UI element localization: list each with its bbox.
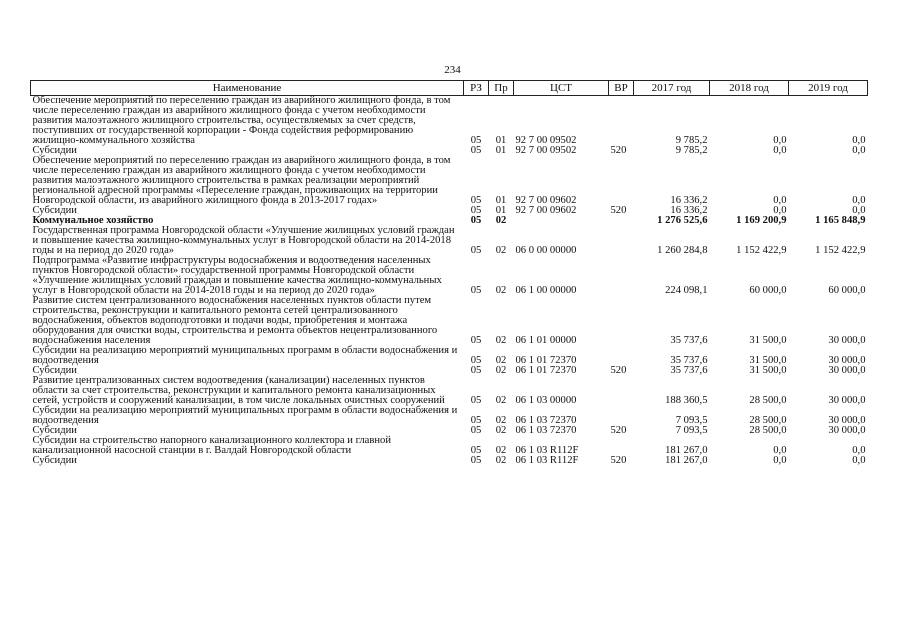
row-2019: 0,0 bbox=[852, 135, 866, 146]
row-2017: 181 267,0 bbox=[665, 445, 708, 456]
row-2017: 35 737,6 bbox=[670, 365, 708, 376]
row-2017: 1 276 525,6 bbox=[657, 215, 708, 226]
row-pr: 02 bbox=[495, 455, 507, 466]
row-name: Субсидии на реализацию мероприятий муниципальных программ в области водоснабжения и водоотведения bbox=[32, 345, 458, 366]
header-rz: РЗ bbox=[464, 81, 489, 96]
row-pr: 01 bbox=[495, 145, 507, 156]
row-2017: 7 093,5 bbox=[675, 425, 708, 436]
row-rz: 05 bbox=[470, 415, 482, 426]
row-rz: 05 bbox=[470, 215, 482, 226]
row-vr bbox=[609, 216, 634, 226]
row-2017: 9 785,2 bbox=[675, 135, 708, 146]
table-row bbox=[31, 346, 868, 366]
row-vr bbox=[609, 96, 634, 147]
row-pr: 02 bbox=[495, 335, 507, 346]
row-2019: 30 000,0 bbox=[828, 425, 866, 436]
row-2017: 1 260 284,8 bbox=[657, 245, 708, 256]
row-name: Обеспечение мероприятий по переселению граждан из аварийного жилищного фонда, в том числе переселению граждан из аварийного жилищного фонда с учетом необходимости развития малоэтажного жилищного строительства, осуществляемых за счет средств, поступивших от государственной корпорации - Фонда содействия реформированию жилищно-коммунального хозяйства bbox=[32, 95, 451, 146]
row-vr: 520 bbox=[610, 365, 627, 376]
header-row bbox=[31, 81, 868, 96]
row-2017: 224 098,1 bbox=[665, 285, 708, 296]
row-2017: 9 785,2 bbox=[675, 145, 708, 156]
row-2017: 188 360,5 bbox=[665, 395, 708, 406]
table-body bbox=[31, 96, 868, 467]
row-cst: 06 1 03 R112F bbox=[515, 455, 579, 466]
row-pr: 02 bbox=[495, 445, 507, 456]
row-cst: 06 1 01 72370 bbox=[515, 355, 577, 366]
row-vr: 520 bbox=[610, 145, 627, 156]
row-2019: 30 000,0 bbox=[828, 355, 866, 366]
table-row bbox=[31, 406, 868, 426]
table-row bbox=[31, 96, 868, 147]
row-2018: 28 500,0 bbox=[749, 425, 787, 436]
row-2018: 31 500,0 bbox=[749, 335, 787, 346]
row-rz: 05 bbox=[470, 455, 482, 466]
row-name: Развитие систем централизованного водоснабжения населенных пунктов области путем строительства, реконструкции и капитального ремонта сетей централизованного водоснабжения, объектов водоподготовки и подачи воды, приобретения и монтажа оборудования для очистки воды, строительства и ремонта объектов нецентрализованного водоснабжения населения bbox=[32, 295, 438, 346]
row-rz: 05 bbox=[470, 395, 482, 406]
row-cst: 92 7 00 09602 bbox=[515, 205, 577, 216]
row-vr bbox=[609, 436, 634, 456]
row-vr bbox=[609, 296, 634, 346]
row-2018: 60 000,0 bbox=[749, 285, 787, 296]
row-pr: 01 bbox=[495, 205, 507, 216]
header-2017: 2017 год bbox=[634, 81, 710, 96]
table-row bbox=[31, 456, 868, 466]
row-cst: 06 1 03 72370 bbox=[515, 425, 577, 436]
row-rz: 05 bbox=[470, 365, 482, 376]
table-row bbox=[31, 296, 868, 346]
row-cst: 06 1 00 00000 bbox=[515, 285, 577, 296]
row-2019: 0,0 bbox=[852, 145, 866, 156]
table-row bbox=[31, 256, 868, 296]
table-row bbox=[31, 156, 868, 206]
row-2018: 0,0 bbox=[773, 145, 787, 156]
row-2019: 1 165 848,9 bbox=[815, 215, 866, 226]
row-vr bbox=[609, 376, 634, 406]
row-2018: 31 500,0 bbox=[749, 355, 787, 366]
row-pr: 02 bbox=[495, 425, 507, 436]
row-cst: 92 7 00 09602 bbox=[515, 195, 577, 206]
row-vr: 520 bbox=[610, 455, 627, 466]
row-name: Подпрограмма «Развитие инфраструктуры водоснабжения и водоотведения населенных пунктов Новгородской области» государственной программы Новгородской области «Улучшение жилищных условий граждан и повышение качества жилищно-коммунальных услуг в Новгородской области на 2014-2018 годы и на период до 2020 года» bbox=[32, 255, 442, 296]
row-pr: 02 bbox=[495, 285, 507, 296]
row-pr: 02 bbox=[495, 215, 507, 226]
row-pr: 02 bbox=[495, 355, 507, 366]
row-cst: 06 1 01 72370 bbox=[515, 365, 577, 376]
header-2019: 2019 год bbox=[789, 81, 868, 96]
row-2018: 31 500,0 bbox=[749, 365, 787, 376]
row-2017: 181 267,0 bbox=[665, 455, 708, 466]
row-2018: 28 500,0 bbox=[749, 395, 787, 406]
row-rz: 05 bbox=[470, 195, 482, 206]
row-name: Коммунальное хозяйство bbox=[32, 215, 154, 226]
row-vr bbox=[609, 226, 634, 256]
row-2018: 0,0 bbox=[773, 195, 787, 206]
header-cst: ЦСТ bbox=[514, 81, 609, 96]
row-cst: 06 1 03 R112F bbox=[515, 445, 579, 456]
row-name: Субсидии bbox=[32, 455, 77, 466]
header-2018: 2018 год bbox=[710, 81, 789, 96]
row-2019: 0,0 bbox=[852, 445, 866, 456]
row-cst: 06 1 03 72370 bbox=[515, 415, 577, 426]
row-cst: 92 7 00 09502 bbox=[515, 135, 577, 146]
row-cst: 06 0 00 00000 bbox=[515, 245, 577, 256]
row-name: Обеспечение мероприятий по переселению граждан из аварийного жилищного фонда, в том числе переселению граждан из аварийного жилищного фонда с учетом необходимости развития малоэтажного жилищного строительства в рамках реализации мероприятий региональной адресной программы «Переселение граждан, проживающих на территории Новгородской области, из аварийного жилищного фонда в 2013-2017 годах» bbox=[32, 155, 451, 206]
header-pr: Пр bbox=[489, 81, 514, 96]
row-pr: 02 bbox=[495, 395, 507, 406]
row-cst: 92 7 00 09502 bbox=[515, 145, 577, 156]
row-name: Государственная программа Новгородской области «Улучшение жилищных условий граждан и повышение качества жилищно-коммунальных услуг в Новгородской области на 2014-2018 годы и на период до 2020 года» bbox=[32, 225, 455, 256]
row-2018: 0,0 bbox=[773, 445, 787, 456]
table-row bbox=[31, 436, 868, 456]
row-2018: 0,0 bbox=[773, 205, 787, 216]
row-2019: 30 000,0 bbox=[828, 365, 866, 376]
row-name: Развитие централизованных систем водоотведения (канализации) населенных пунктов области за счет строительства, реконструкции и капитального ремонта канализационных сетей, устройств и сооружений канализации, в том числе локальных очистных сооружений bbox=[32, 375, 445, 406]
row-pr: 01 bbox=[495, 135, 507, 146]
budget-table bbox=[30, 80, 868, 466]
row-cst: 06 1 03 00000 bbox=[515, 395, 577, 406]
row-rz: 05 bbox=[470, 135, 482, 146]
row-name: Субсидии bbox=[32, 365, 77, 376]
page-number: 234 bbox=[444, 64, 461, 76]
row-pr: 02 bbox=[495, 365, 507, 376]
row-rz: 05 bbox=[470, 445, 482, 456]
row-2017: 35 737,6 bbox=[670, 335, 708, 346]
table-row bbox=[31, 376, 868, 406]
row-2017: 7 093,5 bbox=[675, 415, 708, 426]
row-name: Субсидии bbox=[32, 145, 77, 156]
row-2019: 0,0 bbox=[852, 205, 866, 216]
row-cst: 06 1 01 00000 bbox=[515, 335, 577, 346]
header-vr: ВР bbox=[609, 81, 634, 96]
row-vr bbox=[609, 156, 634, 206]
row-2018: 1 152 422,9 bbox=[736, 245, 787, 256]
row-vr bbox=[609, 346, 634, 366]
row-pr: 02 bbox=[495, 415, 507, 426]
row-pr: 01 bbox=[495, 195, 507, 206]
row-rz: 05 bbox=[470, 335, 482, 346]
row-2019: 0,0 bbox=[852, 195, 866, 206]
row-cst bbox=[514, 216, 609, 226]
row-2018: 28 500,0 bbox=[749, 415, 787, 426]
row-2019: 60 000,0 bbox=[828, 285, 866, 296]
row-name: Субсидии на строительство напорного канализационного коллектора и главной канализационной насосной станции в г. Валдай Новгородской области bbox=[32, 435, 392, 456]
row-name: Субсидии на реализацию мероприятий муниципальных программ в области водоснабжения и водоотведения bbox=[32, 405, 458, 426]
row-vr: 520 bbox=[610, 425, 627, 436]
row-rz: 05 bbox=[470, 145, 482, 156]
row-vr bbox=[609, 406, 634, 426]
row-rz: 05 bbox=[470, 285, 482, 296]
row-2018: 0,0 bbox=[773, 455, 787, 466]
row-name: Субсидии bbox=[32, 425, 77, 436]
row-2019: 1 152 422,9 bbox=[815, 245, 866, 256]
table-row bbox=[31, 226, 868, 256]
row-vr: 520 bbox=[610, 205, 627, 216]
row-2017: 35 737,6 bbox=[670, 355, 708, 366]
row-2019: 0,0 bbox=[852, 455, 866, 466]
row-pr: 02 bbox=[495, 245, 507, 256]
row-rz: 05 bbox=[470, 425, 482, 436]
row-2019: 30 000,0 bbox=[828, 335, 866, 346]
row-2018: 1 169 200,9 bbox=[736, 215, 787, 226]
row-2019: 30 000,0 bbox=[828, 415, 866, 426]
row-rz: 05 bbox=[470, 245, 482, 256]
header-name: Наименование bbox=[31, 81, 464, 96]
row-2019: 30 000,0 bbox=[828, 395, 866, 406]
row-2017: 16 336,2 bbox=[670, 195, 708, 206]
row-rz: 05 bbox=[470, 205, 482, 216]
row-name: Субсидии bbox=[32, 205, 77, 216]
row-rz: 05 bbox=[470, 355, 482, 366]
row-vr bbox=[609, 256, 634, 296]
row-2017: 16 336,2 bbox=[670, 205, 708, 216]
row-2018: 0,0 bbox=[773, 135, 787, 146]
